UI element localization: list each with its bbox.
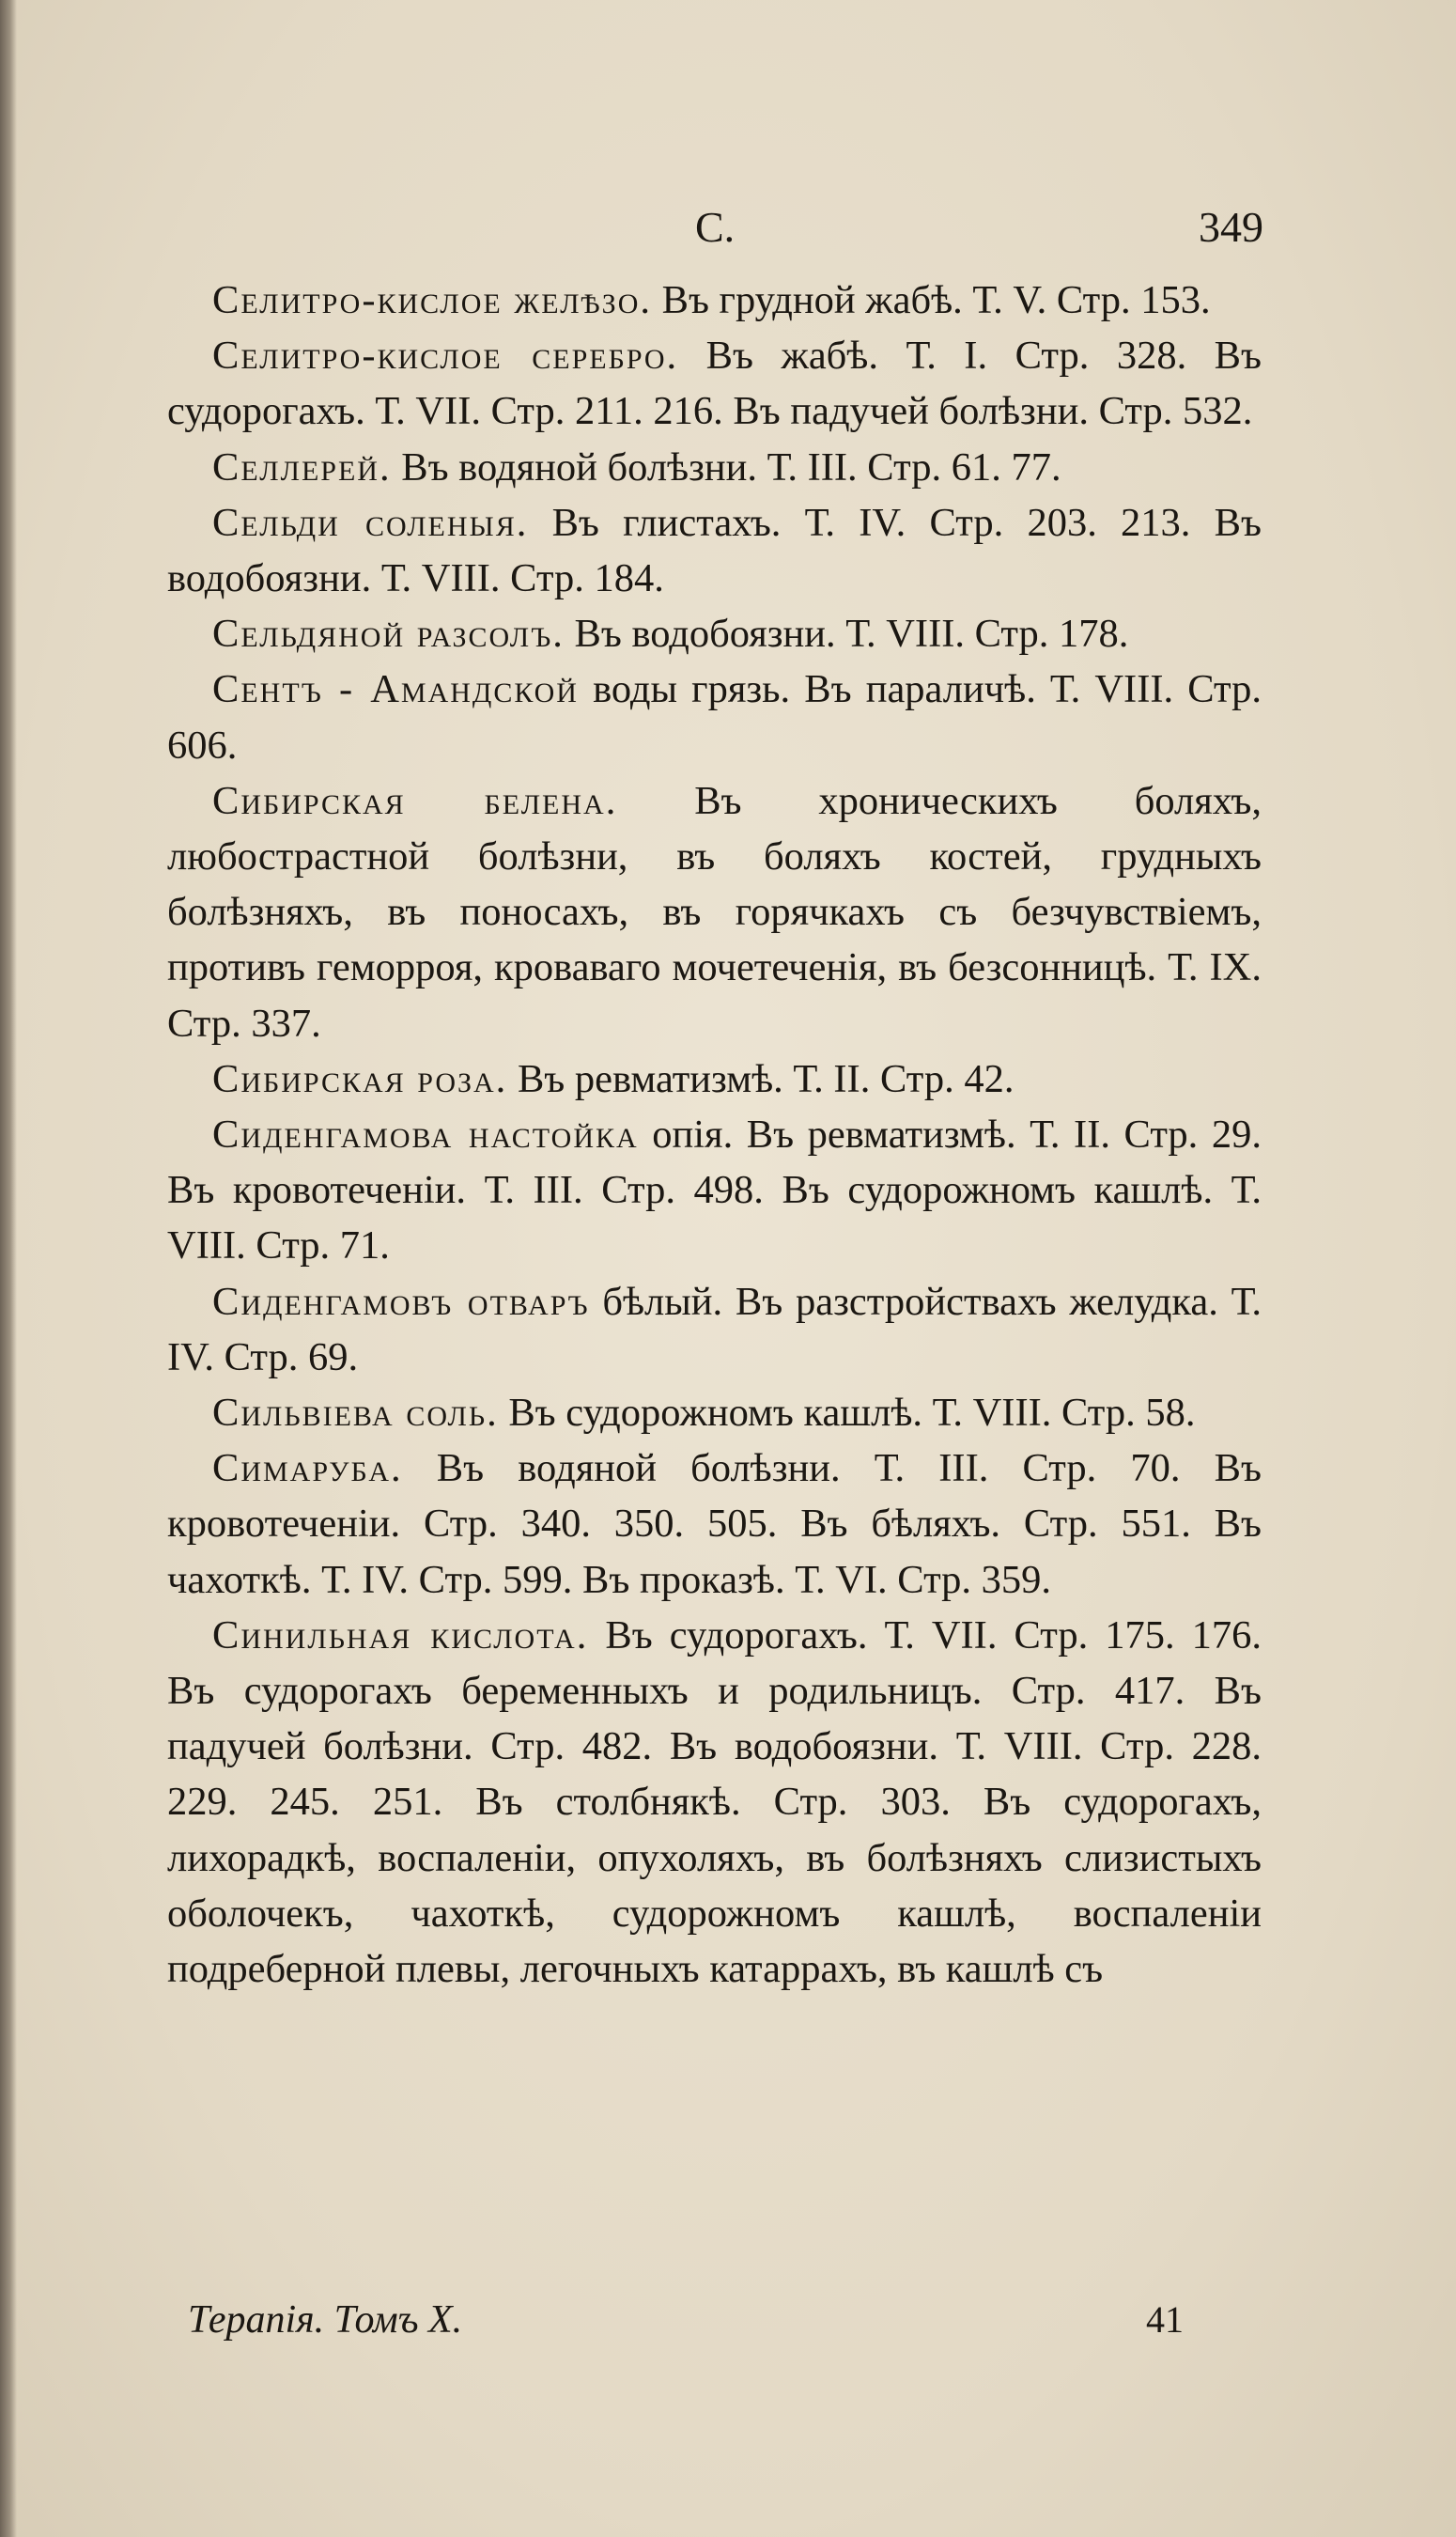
index-entry bbox=[167, 1440, 1262, 1608]
entry-text: воды грязь. Въ параличѣ. Т. VIII. Стр. 606. bbox=[167, 667, 1262, 768]
entry-text: Въ жабѣ. Т. I. Стр. 328. Въ судорогахъ. Т. VII. Стр. 211. 216. Въ падучей болѣзни. Стр. 532. bbox=[167, 334, 1262, 434]
entry-term: Синильная кислота. bbox=[212, 1612, 589, 1658]
index-entry bbox=[167, 1385, 1262, 1440]
sheet-number: 41 bbox=[1146, 2298, 1184, 2341]
entry-term: Селитро-кислое серебро. bbox=[212, 334, 679, 379]
entry-term: Сибирская белена. bbox=[212, 778, 618, 823]
entry-text: Въ грудной жабѣ. Т. V. Стр. 153. bbox=[651, 278, 1211, 322]
entry-text: Въ глистахъ. Т. IV. Стр. 203. 213. Въ водобоязни. Т. VIII. Стр. 184. bbox=[167, 500, 1262, 601]
index-entry bbox=[167, 1608, 1262, 1997]
entry-term: Селлерей. bbox=[212, 444, 392, 490]
index-entry bbox=[167, 661, 1262, 772]
index-entry bbox=[167, 272, 1262, 328]
entry-text: опія. Въ ревматизмѣ. Т. II. Стр. 29. Въ кровотеченіи. Т. III. Стр. 498. Въ судорожномъ кашлѣ. Т. VIII. Стр. 71. bbox=[167, 1113, 1262, 1268]
entry-term: Селитро-кислое желѣзо. bbox=[212, 278, 652, 322]
entry-text: Въ водобоязни. Т. VIII. Стр. 178. bbox=[564, 612, 1129, 657]
index-entry bbox=[167, 1051, 1262, 1107]
page-footer bbox=[188, 2297, 1184, 2354]
entry-term: Сиденгамова настойка bbox=[212, 1113, 639, 1158]
entry-text: Въ водяной болѣзни. Т. III. Стр. 61. 77. bbox=[391, 444, 1061, 490]
index-entry bbox=[167, 328, 1262, 439]
entry-term: Сильвіева соль. bbox=[212, 1391, 499, 1436]
entry-term: Сельдяной разсолъ. bbox=[212, 612, 565, 657]
index-entry bbox=[167, 495, 1262, 606]
index-entry bbox=[167, 1107, 1262, 1274]
entry-term: Сибирская роза. bbox=[212, 1056, 508, 1101]
running-head: С. bbox=[695, 203, 736, 251]
index-entry bbox=[167, 1274, 1262, 1385]
entry-text: Въ водяной болѣзни. Т. III. Стр. 70. Въ кровотеченіи. Стр. 340. 350. 505. Въ бѣляхъ. Стр. 551. Въ чахоткѣ. Т. IV. Стр. 599. Въ проказѣ. Т. VI. Стр. 359. bbox=[167, 1446, 1262, 1602]
index-entry bbox=[167, 773, 1262, 1051]
entry-text: Въ судорожномъ кашлѣ. Т. VIII. Стр. 58. bbox=[498, 1391, 1196, 1436]
index-entries bbox=[167, 272, 1262, 1997]
page-binding-shadow bbox=[0, 0, 17, 2537]
entry-term: Симаруба. bbox=[212, 1446, 403, 1491]
entry-term: Сельди соленыя. bbox=[212, 500, 529, 545]
entry-text: Въ хроническихъ боляхъ, любострастной болѣзни, въ боляхъ костей, грудныхъ болѣзняхъ, въ поносахъ, въ горячкахъ съ безчувствіемъ, противъ геморроя, кроваваго мочетеченія, въ безсонницѣ. Т. IX. Стр. 337. bbox=[167, 778, 1262, 1046]
entry-term: Сиденгамовъ отваръ bbox=[212, 1279, 590, 1324]
printer-signature: Терапія. Томъ X. bbox=[188, 2298, 463, 2342]
page-number: 349 bbox=[1199, 203, 1263, 251]
index-entry bbox=[167, 440, 1262, 495]
entry-text: бѣлый. Въ разстройствахъ желудка. Т. IV. Стр. 69. bbox=[167, 1279, 1262, 1379]
entry-text: Въ ревматизмѣ. Т. II. Стр. 42. bbox=[507, 1056, 1015, 1101]
entry-term: Сентъ - Амандской bbox=[212, 667, 579, 712]
entry-text: Въ судорогахъ. Т. VII. Стр. 175. 176. Въ судорогахъ беременныхъ и родильницъ. Стр. 417. Въ падучей болѣзни. Стр. 482. Въ водобоязни. Т. VIII. Стр. 228. 229. 245. 251. Въ столбнякѣ. Стр. 303. Въ судорогахъ, лихорадкѣ, воспаленіи, опухоляхъ, въ болѣзняхъ слизистыхъ оболочекъ, чахоткѣ, судорожномъ кашлѣ, воспаленіи подреберной плевы, легочныхъ катаррахъ, въ кашлѣ съ bbox=[167, 1612, 1262, 1992]
index-entry bbox=[167, 606, 1262, 661]
page-header bbox=[169, 202, 1263, 268]
